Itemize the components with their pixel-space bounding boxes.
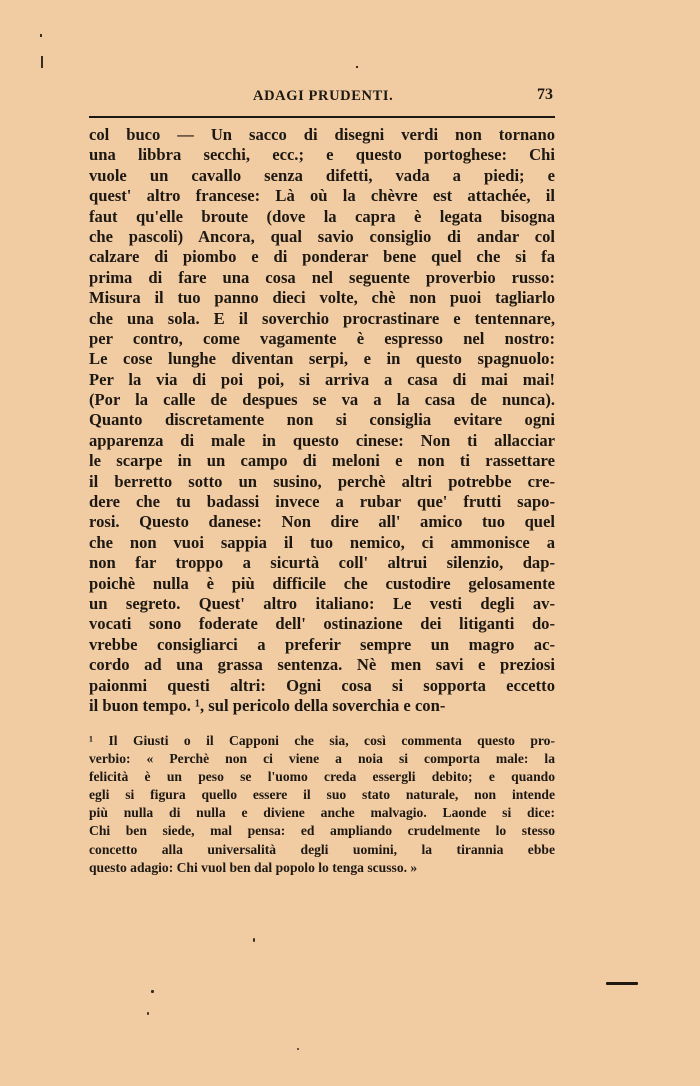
speck xyxy=(147,1012,149,1015)
footnote-line: felicità è un peso se l'uomo creda essergli debito; e quando xyxy=(89,769,555,785)
speck xyxy=(297,1048,299,1050)
page-number: 73 xyxy=(537,86,553,103)
speck xyxy=(151,990,154,993)
text-line: apparenza di male in questo cinese: Non ti allacciar xyxy=(89,430,555,450)
page-header xyxy=(89,82,555,112)
footnote-line: più nulla di nulla e diviene anche malvagio. Laonde si dice: xyxy=(89,805,555,821)
text-line: col buco — Un sacco di disegni verdi non tornano xyxy=(89,125,555,144)
text-line: Le cose lunghe diventan serpi, e in questo spagnuolo: xyxy=(89,349,555,369)
text-line: Per la via di poi poi, si arriva a casa di mai mai! xyxy=(89,369,555,389)
text-line: vrebbe consigliarci a preferir sempre un magro ac- xyxy=(89,634,555,654)
footnote-line: egli si figura quello essere il suo stato naturale, non intende xyxy=(89,787,555,803)
text-line: quest' altro francese: Là où la chèvre est attachée, il xyxy=(89,186,555,206)
text-line: vocati sono foderate dell' ostinazione dei litiganti do- xyxy=(89,614,555,634)
text-line: che pascoli) Ancora, qual savio consiglio di andar col xyxy=(89,226,555,246)
text-line: le scarpe in un campo di meloni e non ti rassettare xyxy=(89,451,555,471)
margin-mark xyxy=(41,56,43,68)
text-line: Misura il tuo panno dieci volte, chè non puoi tagliarlo xyxy=(89,288,555,308)
text-line: poichè nulla è più difficile che custodire gelosamente xyxy=(89,573,555,593)
speck xyxy=(253,938,255,942)
running-head: ADAGI PRUDENTI. xyxy=(253,88,394,104)
text-line: che una sola. E il soverchio procrastinare e tentennare, xyxy=(89,308,555,328)
footnote-line: concetto alla universalità degli uomini, la tirannia ebbe xyxy=(89,841,555,857)
dash-mark xyxy=(606,982,638,985)
footnote-line: questo adagio: Chi vuol ben dal popolo lo tenga scusso. » xyxy=(89,859,418,875)
text-line: rosi. Questo danese: Non dire all' amico tuo quel xyxy=(89,512,555,532)
text-line: prima di fare una cosa nel seguente proverbio russo: xyxy=(89,267,555,287)
text-line: una libbra secchi, ecc.; e questo portoghese: Chi xyxy=(89,145,555,165)
text-line: il berretto sotto un susino, perchè altri potrebbe cre- xyxy=(89,471,555,491)
text-line: non far troppo a sicurtà coll' altrui silenzio, dap- xyxy=(89,553,555,573)
footnote-line: verbio: « Perchè non ci viene a noia si comporta male: la xyxy=(89,751,555,767)
text-line: che non vuoi sappia il tuo nemico, ci ammonisce a xyxy=(89,532,555,552)
text-line: Quanto discretamente non si consiglia evitare ogni xyxy=(89,410,555,430)
header-rule xyxy=(89,116,555,118)
text-line: dere che tu badassi invece a rubar que' frutti sapo- xyxy=(89,492,555,512)
footnote-line: Chi ben siede, mal pensa: ed ampliando crudelmente lo stesso xyxy=(89,823,555,839)
footnote xyxy=(89,732,555,877)
text-line: cordo ad una grassa sentenza. Nè men savi e preziosi xyxy=(89,655,555,675)
text-line: (Por la calle de despues se va a la casa de nunca). xyxy=(89,390,555,410)
text-line: per contro, come vagamente è espresso nel nostro: xyxy=(89,328,555,348)
margin-mark xyxy=(40,34,42,37)
text-line: vuole un cavallo senza difetti, vada a piedi; e xyxy=(89,165,555,185)
text-line: faut qu'elle broute (dove la capra è legata bisogna xyxy=(89,206,555,226)
margin-mark xyxy=(356,66,358,68)
text-line: paionmi questi altri: Ogni cosa si sopporta eccetto xyxy=(89,675,555,695)
text-line: il buon tempo. ¹, sul pericolo della soverchia e con- xyxy=(89,695,446,715)
main-text xyxy=(89,125,555,716)
footnote-line: ¹ Il Giusti o il Capponi che sia, così commenta questo pro- xyxy=(89,733,555,748)
text-line: calzare di piombo e di ponderar bene quel che si fa xyxy=(89,247,555,267)
text-line: un segreto. Quest' altro italiano: Le vesti degli av- xyxy=(89,593,555,613)
